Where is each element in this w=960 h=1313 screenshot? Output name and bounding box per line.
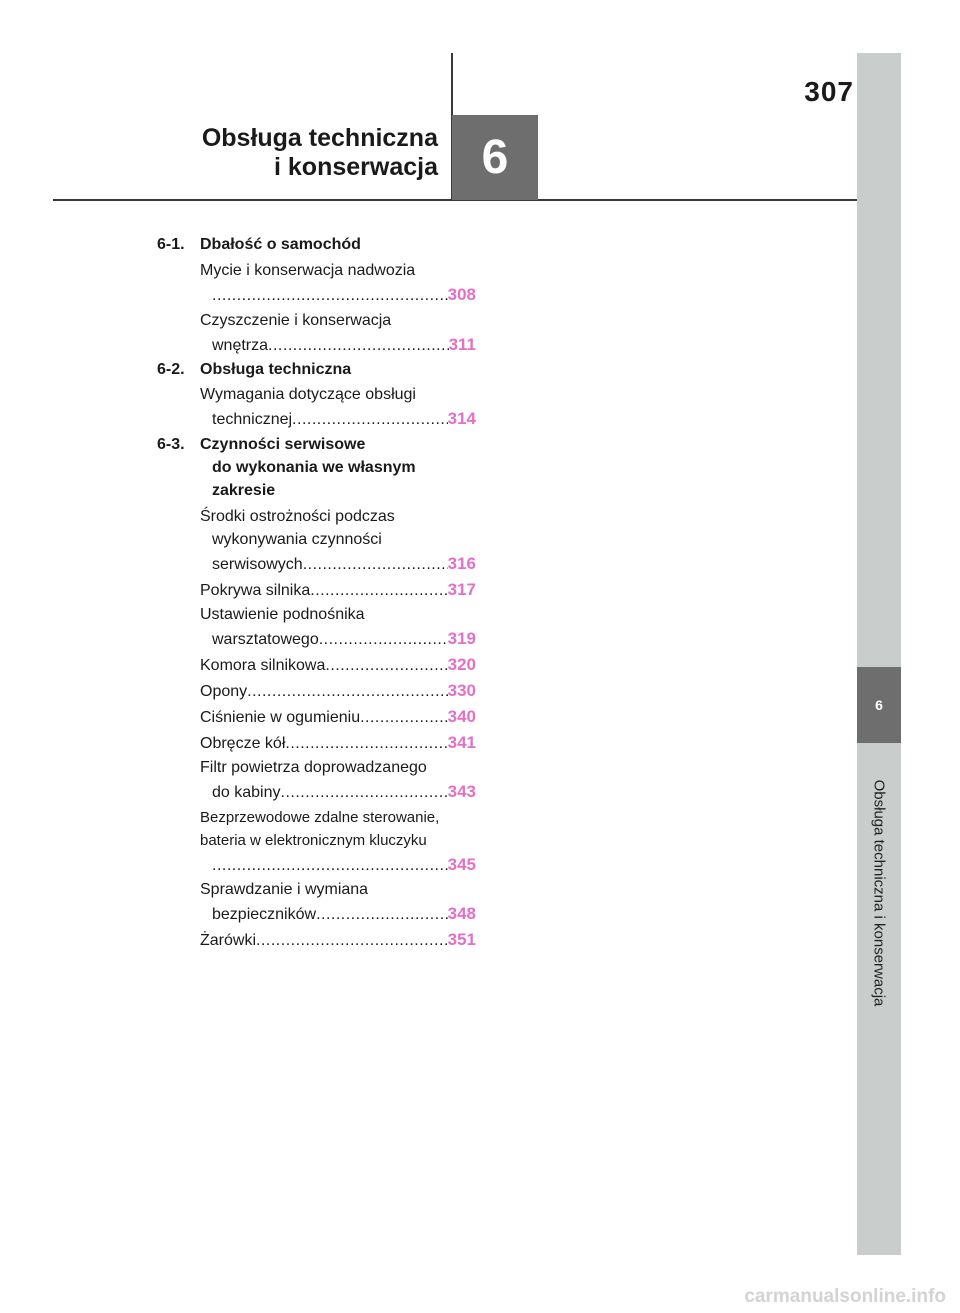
page-link[interactable]: 316	[447, 554, 476, 573]
side-chapter-tab[interactable]: 6	[857, 667, 901, 743]
toc-entry-label: Obręcze kół	[200, 735, 286, 752]
toc-entry[interactable]	[200, 580, 476, 604]
toc-entry-text: Czyszczenie i konserwacja	[200, 312, 392, 329]
watermark: carmanualsonline.info	[744, 1286, 946, 1307]
toc-entry[interactable]	[212, 285, 476, 309]
toc-entry[interactable]	[200, 733, 476, 757]
chapter-title-line2: i konserwacja	[274, 153, 438, 181]
toc-entry[interactable]	[200, 930, 476, 954]
toc-entry[interactable]	[212, 904, 476, 928]
leader-dots	[292, 411, 448, 429]
page-link[interactable]: 330	[447, 681, 476, 700]
toc-entry[interactable]	[212, 629, 476, 653]
toc-entry[interactable]	[212, 855, 476, 879]
toc-entry-label: serwisowych	[212, 556, 303, 573]
toc-entry-label: Pokrywa silnika	[200, 582, 311, 599]
page-number: 307	[804, 76, 854, 107]
leader-dots	[325, 657, 447, 675]
chapter-title-line1: Obsługa techniczna	[201, 124, 438, 152]
page-link[interactable]: 348	[447, 904, 476, 923]
toc-entry[interactable]	[200, 707, 476, 731]
toc-entry-text: Mycie i konserwacja nadwozia	[200, 262, 416, 279]
section-number: 6-3.	[157, 436, 185, 453]
toc-entry[interactable]	[200, 655, 476, 679]
page-link[interactable]: 343	[447, 782, 476, 801]
section-number: 6-1.	[157, 236, 185, 253]
page-link[interactable]: 311	[448, 335, 476, 354]
section-title-cont: zakresie	[212, 482, 276, 499]
leader-dots	[247, 683, 447, 701]
toc-entry-label: technicznej	[212, 411, 293, 428]
leader-dots	[303, 556, 448, 574]
page-link[interactable]: 345	[447, 855, 476, 874]
leader-dots	[360, 709, 448, 727]
toc-entry-text: wykonywania czynności	[212, 531, 382, 548]
section-number: 6-2.	[157, 361, 185, 378]
toc-entry[interactable]	[200, 681, 476, 705]
toc-entry-text: Filtr powietrza doprowadzanego	[200, 759, 427, 776]
leader-dots	[268, 337, 449, 355]
page-link[interactable]: 340	[447, 707, 476, 726]
page-link[interactable]: 319	[447, 629, 476, 648]
toc-entry[interactable]	[212, 554, 476, 578]
leader-dots	[319, 631, 448, 649]
section-title: Dbałość o samochód	[200, 236, 361, 253]
toc-entry-text: Bezprzewodowe zdalne sterowanie,	[200, 809, 440, 826]
leader-dots	[212, 287, 448, 305]
section-title-cont: do wykonania we własnym	[212, 459, 416, 476]
side-chapter-label-text: Obsługa techniczna i konserwacja	[870, 779, 888, 1007]
toc-entry-label: Żarówki	[200, 932, 257, 949]
leader-dots	[310, 582, 447, 600]
toc-entry-label: Ciśnienie w ogumieniu	[200, 709, 361, 726]
page-link[interactable]: 341	[447, 733, 476, 752]
section-title: Czynności serwisowe	[200, 436, 366, 453]
toc-entry-text: Sprawdzanie i wymiana	[200, 881, 369, 898]
leader-dots	[256, 932, 448, 950]
page-link[interactable]: 308	[447, 285, 476, 304]
page-link[interactable]: 317	[447, 580, 476, 599]
toc-entry-label: do kabiny	[212, 784, 281, 801]
toc-entry[interactable]	[212, 409, 476, 433]
page-link[interactable]: 320	[447, 655, 476, 674]
toc-entry-text: Ustawienie podnośnika	[200, 606, 365, 623]
chapter-number-box: 6	[452, 115, 538, 200]
toc-entry[interactable]	[212, 335, 476, 359]
toc-entry[interactable]	[212, 782, 476, 806]
page-link[interactable]: 351	[447, 930, 476, 949]
toc-entry-label: bezpieczników	[212, 906, 317, 923]
toc-entry-label: warsztatowego	[212, 631, 319, 648]
leader-dots	[281, 784, 448, 802]
leader-dots	[285, 735, 447, 753]
toc-entry-text: Wymagania dotyczące obsługi	[200, 386, 416, 403]
toc-entry-label: Opony	[200, 683, 248, 700]
toc-entry-label: Komora silnikowa	[200, 657, 326, 674]
toc-entry-text: Środki ostrożności podczas	[200, 508, 395, 525]
page-link[interactable]: 314	[447, 409, 476, 428]
leader-dots	[212, 857, 448, 875]
section-title: Obsługa techniczna	[200, 361, 352, 378]
leader-dots	[316, 906, 448, 924]
toc-entry-text: bateria w elektronicznym kluczyku	[200, 832, 427, 849]
toc-entry-label: wnętrza	[212, 337, 269, 354]
